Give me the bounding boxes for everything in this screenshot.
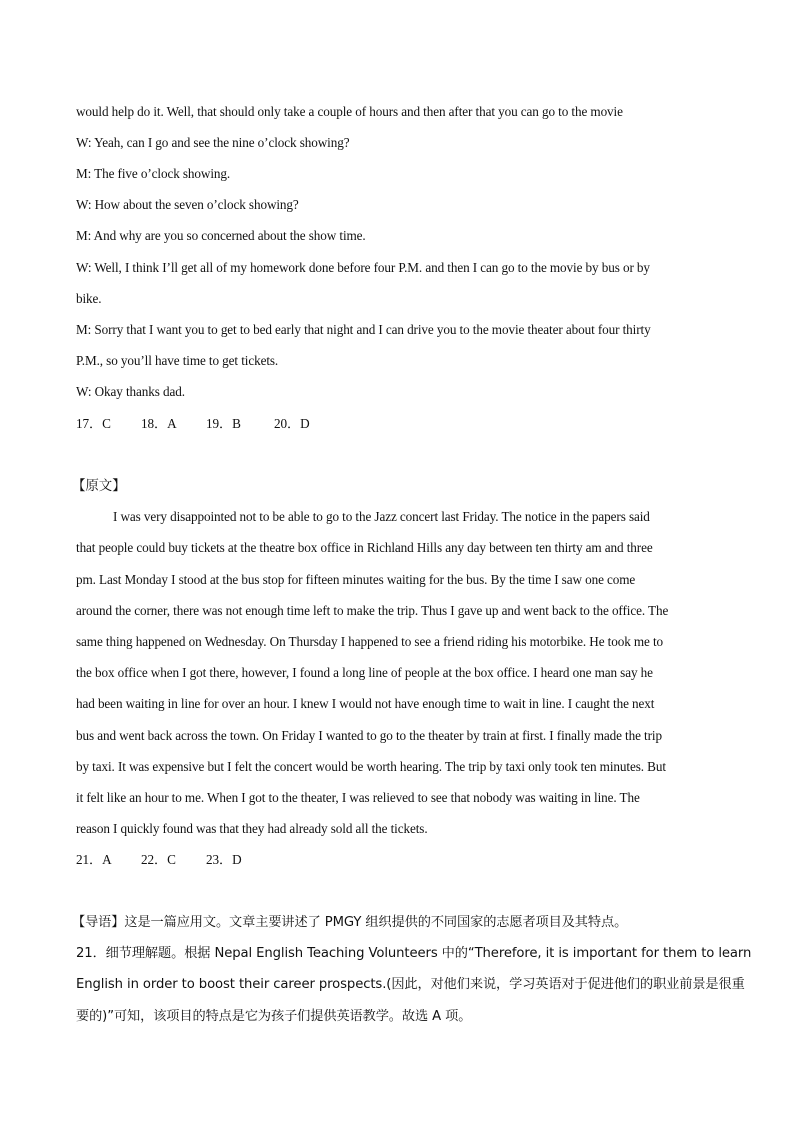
dialogue-line: W: How about the seven o’clock showing? bbox=[76, 197, 299, 212]
passage-line: by taxi. It was expensive but I felt the concert would be worth hearing. The trip by taxi only took ten minutes. But bbox=[76, 759, 666, 774]
dialogue-line: P.M., so you’ll have time to get tickets. bbox=[76, 353, 279, 368]
passage-line: bus and went back across the town. On Friday I wanted to go to the theater by train at first. I finally made the trip bbox=[76, 728, 662, 743]
explanation-line: English in order to boost their career prospects.(因此，对他们来说，学习英语对于促进他们的职业前景是很重 bbox=[76, 977, 745, 992]
passage-line: it felt like an hour to me. When I got to the theater, I was relieved to see that nobody was waiting in line. The bbox=[76, 790, 640, 805]
dialogue-line: W: Yeah, can I go and see the nine o’clock showing? bbox=[76, 135, 350, 150]
passage-line: same thing happened on Wednesday. On Thursday I happened to see a friend riding his motorbike. He took me to bbox=[76, 634, 664, 649]
answer-item: 19．B bbox=[206, 416, 241, 431]
explanation-line: 21．细节理解题。根据 Nepal English Teaching Volunteers 中的“Therefore, it is important for them to learn bbox=[76, 946, 752, 961]
dialogue-line: would help do it. Well, that should only take a couple of hours and then after that you can go to the movie bbox=[76, 104, 623, 119]
answer-item: 22．C bbox=[141, 852, 176, 867]
answer-item: 20．D bbox=[274, 416, 310, 431]
guide-line bbox=[72, 915, 720, 931]
dialogue-line: M: And why are you so concerned about the show time. bbox=[76, 228, 366, 243]
passage-line: had been waiting in line for over an hour. I knew I would not have enough time to wait in line. I caught the next bbox=[76, 696, 655, 711]
guide-text: 这是一篇应用文。文章主要讲述了 PMGY 组织提供的不同国家的志愿者项目及其特点。 bbox=[124, 915, 628, 930]
answer-key-row bbox=[76, 416, 724, 432]
answer-item: 18．A bbox=[141, 416, 177, 431]
dialogue-line: W: Well, I think I’ll get all of my homework done before four P.M. and then I can go to the movie by bus or by bbox=[76, 260, 650, 275]
passage-line: around the corner, there was not enough time left to make the trip. Thus I gave up and went back to the office. The bbox=[76, 603, 669, 618]
answer-item: 23．D bbox=[206, 852, 242, 867]
dialogue-line: M: The five o’clock showing. bbox=[76, 166, 231, 181]
passage-line: the box office when I got there, however, I found a long line of people at the box office. I heard one man say he bbox=[76, 665, 653, 680]
answer-item: 17．C bbox=[76, 416, 111, 431]
answer-item: 21．A bbox=[76, 852, 112, 867]
passage-line: reason I quickly found was that they had already sold all the tickets. bbox=[76, 821, 428, 836]
section-title-original: 【原文】 bbox=[72, 478, 126, 494]
dialogue-line: M: Sorry that I want you to get to bed early that night and I can drive you to the movie theater about four thirty bbox=[76, 322, 651, 337]
passage-line: I was very disappointed not to be able to go to the Jazz concert last Friday. The notice in the papers said bbox=[113, 509, 650, 524]
answer-key-row bbox=[76, 852, 724, 868]
dialogue-line: bike. bbox=[76, 291, 102, 306]
passage-line: pm. Last Monday I stood at the bus stop for fifteen minutes waiting for the bus. By the time I saw one come bbox=[76, 572, 636, 587]
explanation-line: 要的)”可知，该项目的特点是它为孩子们提供英语教学。故选 A 项。 bbox=[76, 1009, 472, 1024]
dialogue-line: W: Okay thanks dad. bbox=[76, 384, 185, 399]
passage-line: that people could buy tickets at the theatre box office in Richland Hills any day between ten thirty am and three bbox=[76, 540, 653, 555]
guide-label: 【导语】 bbox=[72, 915, 125, 930]
